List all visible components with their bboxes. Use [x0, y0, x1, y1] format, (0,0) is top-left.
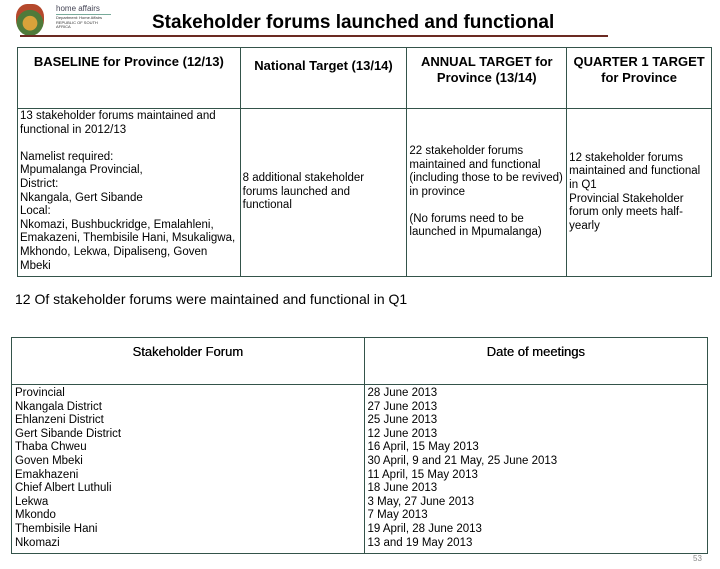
meeting-dates: 7 May 2013 [367, 509, 428, 522]
meetings-table [11, 337, 708, 554]
forum-name: Nkangala District [15, 400, 102, 413]
meeting-dates: 25 June 2013 [367, 414, 438, 427]
coat-of-arms-icon [16, 4, 44, 36]
header-baseline: BASELINE for Province (12/13) [18, 48, 241, 109]
meeting-dates: 19 April, 28 June 2013 [367, 522, 482, 535]
baseline-line: Nkangala, Gert Sibande [20, 191, 143, 204]
quarter1-target-note: Provincial Stakeholder forum only meets half-yearly [569, 192, 684, 232]
quarter1-target-cell [567, 109, 712, 277]
meeting-dates: 12 June 2013 [367, 427, 438, 440]
q1-statement: 12 Of stakeholder forums were maintained and functional in Q1 [15, 291, 408, 307]
baseline-line: Local: [20, 205, 51, 218]
forum-name: Lekwa [15, 495, 49, 508]
quarter1-target-text: 12 stakeholder forums maintained and functional in Q1 [569, 151, 701, 191]
header-quarter1-target: QUARTER 1 TARGET for Province [567, 48, 712, 109]
annual-target-note: (No forums need to be launched in Mpumalanga) [409, 212, 542, 239]
meeting-dates: 27 June 2013 [367, 400, 438, 413]
forum-name: Provincial [15, 387, 65, 399]
meeting-dates: 11 April, 15 May 2013 [367, 468, 478, 481]
page-number: 53 [693, 554, 702, 563]
baseline-line: Namelist required: [20, 150, 114, 163]
annual-target-text: 22 stakeholder forums maintained and functional (including those to be revived) in province [409, 144, 563, 198]
meeting-dates: 3 May, 27 June 2013 [367, 495, 475, 508]
forum-name: Thembisile Hani [15, 522, 98, 535]
logo-subtitle: Department: Home Affairs REPUBLIC OF SOUTH AFRICA [56, 15, 102, 29]
targets-table [17, 47, 712, 277]
national-target-text: 8 additional stakeholder forums launched and functional [242, 172, 365, 212]
annual-target-cell [407, 109, 567, 277]
forum-name: Gert Sibande District [15, 427, 122, 440]
forum-name: Thaba Chweu [15, 441, 87, 454]
page-title: Stakeholder forums launched and functional [152, 12, 555, 33]
meeting-dates: 28 June 2013 [367, 387, 438, 399]
baseline-cell [18, 109, 241, 277]
baseline-line: District: [20, 177, 59, 190]
baseline-line: Mpumalanga Provincial, [20, 164, 143, 177]
home-affairs-logo [14, 2, 109, 38]
meeting-dates: 18 June 2013 [367, 482, 438, 495]
meeting-dates: 13 and 19 May 2013 [367, 536, 473, 549]
baseline-summary: 13 stakeholder forums maintained and functional in 2012/13 [20, 110, 216, 136]
header-annual-target: ANNUAL TARGET for Province (13/14) [407, 48, 567, 109]
forum-name: Emakhazeni [15, 468, 79, 481]
logo-name: home affairs [56, 4, 100, 13]
meeting-dates: 16 April, 15 May 2013 [367, 441, 479, 454]
forum-name: Chief Albert Luthuli [15, 482, 112, 495]
baseline-line: Nkomazi, Bushbuckridge, Emalahleni, Emakazeni, Thembisile Hani, Msukaligwa, Mkhondo, Lekwa, Dipaliseng, Goven Mbeki [20, 218, 236, 272]
forum-name: Nkomazi [15, 536, 60, 549]
header-stakeholder-forum: Stakeholder Forum [12, 338, 365, 385]
forum-name: Mkondo [15, 509, 56, 522]
forum-name: Ehlanzeni District [15, 414, 104, 427]
date-list [364, 385, 708, 554]
forum-name: Goven Mbeki [15, 454, 83, 467]
title-divider [20, 35, 608, 37]
forum-list [12, 385, 365, 554]
meeting-dates: 30 April, 9 and 21 May, 25 June 2013 [367, 454, 558, 467]
national-target-cell [240, 109, 407, 277]
header-national-target: National Target (13/14) [240, 48, 407, 109]
header-date-of-meetings: Date of meetings [364, 338, 708, 385]
